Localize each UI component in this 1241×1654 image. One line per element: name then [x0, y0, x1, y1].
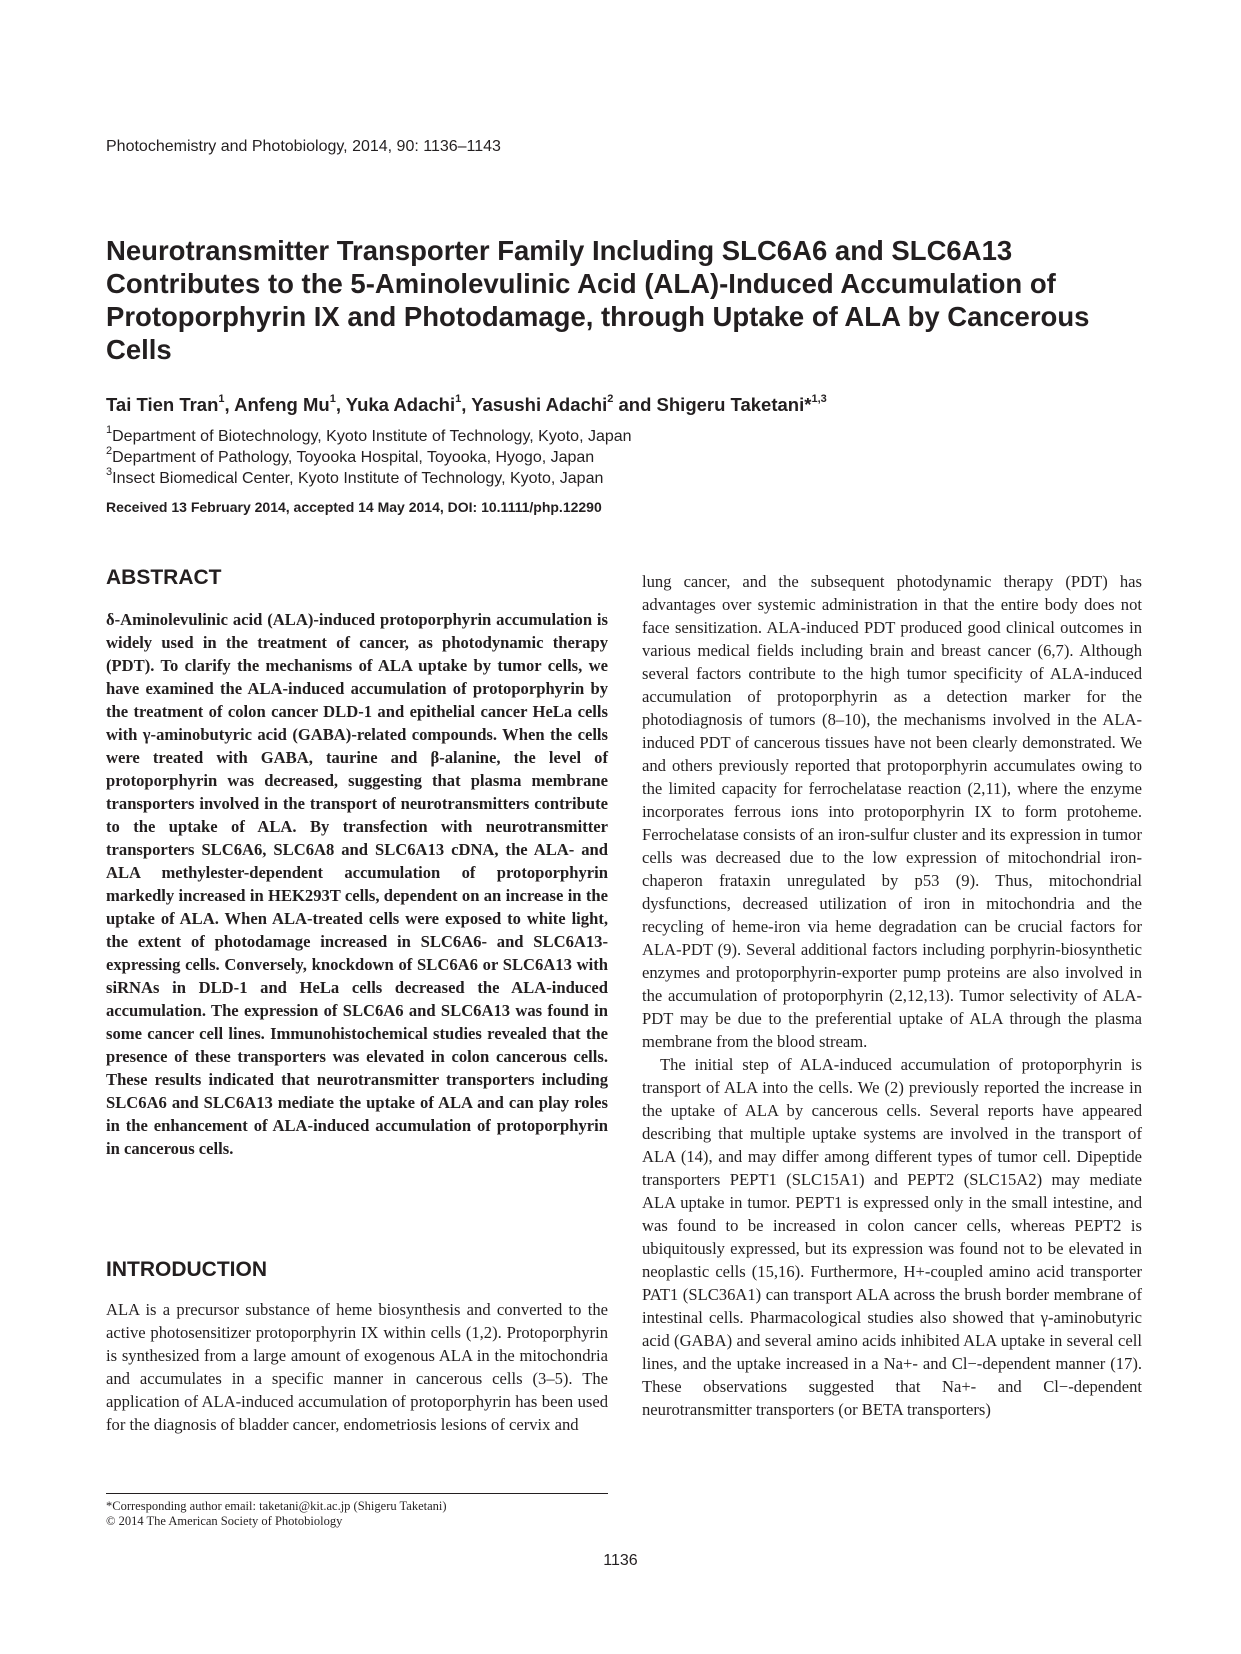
author-affiliation-mark: 1: [455, 392, 462, 405]
author-separator: ,: [224, 394, 235, 415]
page-number: 1136: [603, 1552, 638, 1569]
affiliation-number: 1: [106, 423, 113, 436]
author-affiliation-mark: 2: [607, 392, 614, 405]
author-name: Yasushi Adachi: [471, 394, 608, 415]
received-line: Received 13 February 2014, accepted 14 May 2014, DOI: 10.1111/php.12290: [106, 499, 602, 515]
affiliation-text: Insect Biomedical Center, Kyoto Institute of Technology, Kyoto, Japan: [112, 470, 604, 487]
affiliation-text: Department of Biotechnology, Kyoto Institute of Technology, Kyoto, Japan: [112, 428, 632, 445]
affiliation-number: 3: [106, 465, 113, 478]
right-column: [642, 570, 1142, 1421]
affiliation: [106, 423, 632, 446]
copyright-footnote: © 2014 The American Society of Photobiology: [106, 1514, 343, 1528]
introduction-text: ALA is a precursor substance of heme biosynthesis and converted to the active photosensitizer protoporphyrin IX within cells (1,2). Protoporphyrin is synthesized from a large amount of exogenous ALA in the mitochondria and accumulates in a specific manner in cancerous cells (3–5). The application of ALA-induced accumulation of protoporphyrin has been used for the diagnosis of bladder cancer, endometriosis lesions of cervix and: [106, 1300, 608, 1434]
affiliation: [106, 465, 604, 488]
author-affiliation-mark: 1: [218, 392, 225, 405]
author-name: Anfeng Mu: [234, 394, 330, 415]
body-paragraph: lung cancer, and the subsequent photodynamic therapy (PDT) has advantages over systemic administration in that the entire body does not face sensitization. ALA-induced PDT produced good clinical outcomes in various medical fields including brain and breast cancer (6,7). Although several factors contribute to the high tumor specificity of ALA-induced accumulation of protoporphyrin as a detection marker for the photodiagnosis of tumors (8–10), the mechanisms involved in the ALA-induced PDT of cancerous tissues have not been clearly demonstrated. We and others previously reported that protoporphyrin accumulates owing to the limited capacity for ferrochelatase reaction (2,11), where the enzyme incorporates ferrous ions into protoporphyrin IX to form protoheme. Ferrochelatase consists of an iron-sulfur cluster and its expression in tumor cells was decreased due to the low expression of mitochondrial iron-chaperon frataxin unregulated by p53 (9). Thus, mitochondrial dysfunctions, decreased utilization of iron in mitochondria and the recycling of heme-iron via heme degradation can be crucial factors for ALA-PDT (9). Several additional factors including porphyrin-biosynthetic enzymes and protoporphyrin-exporter pump proteins are also involved in the accumulation of protoporphyrin (2,12,13). Tumor selectivity of ALA-PDT may be due to the preferential uptake of ALA through the plasma membrane from the blood stream.: [642, 572, 1142, 1051]
affiliation: [106, 444, 595, 467]
author-list: [106, 394, 827, 416]
corresponding-author-footnote: *Corresponding author email: taketani@kit.ac.jp (Shigeru Taketani): [106, 1499, 447, 1513]
abstract-text: δ-Aminolevulinic acid (ALA)-induced protoporphyrin accumulation is widely used in the treatment of cancer, as photodynamic therapy (PDT). To clarify the mechanisms of ALA uptake by tumor cells, we have examined the ALA-induced accumulation of protoporphyrin by the treatment of colon cancer DLD-1 and epithelial cancer HeLa cells with γ-aminobutyric acid (GABA)-related compounds. When the cells were treated with GABA, taurine and β-alanine, the level of protoporphyrin was decreased, suggesting that plasma membrane transporters involved in the transport of neurotransmitters contribute to the uptake of ALA. By transfection with neurotransmitter transporters SLC6A6, SLC6A8 and SLC6A13 cDNA, the ALA- and ALA methylester-dependent accumulation of protoporphyrin markedly increased in HEK293T cells, dependent on an increase in the uptake of ALA. When ALA-treated cells were exposed to white light, the extent of photodamage increased in SLC6A6- and SLC6A13-expressing cells. Conversely, knockdown of SLC6A6 or SLC6A13 with siRNAs in DLD-1 and HeLa cells decreased the ALA-induced accumulation. The expression of SLC6A6 and SLC6A13 was found in some cancer cell lines. Immunohistochemical studies revealed that the presence of these transporters was elevated in colon cancerous cells. These results indicated that neurotransmitter transporters including SLC6A6 and SLC6A13 mediate the uptake of ALA and can play roles in the enhancement of ALA-induced accumulation of protoporphyrin in cancerous cells.: [106, 610, 608, 1158]
affiliation-number: 2: [106, 444, 113, 457]
author-separator: ,: [335, 394, 346, 415]
article-title: Neurotransmitter Transporter Family Including SLC6A6 and SLC6A13 Contributes to the 5-Aminolevulinic Acid (ALA)-Induced Accumulation of Protoporphyrin IX and Photodamage, through Uptake of ALA by Cancerous Cells: [106, 235, 1090, 365]
introduction-heading: INTRODUCTION: [106, 1258, 267, 1281]
affiliation-text: Department of Pathology, Toyooka Hospital, Toyooka, Hyogo, Japan: [112, 449, 595, 466]
author-affiliation-mark: 1,3: [811, 392, 827, 405]
abstract-heading: ABSTRACT: [106, 566, 222, 589]
body-paragraph: The initial step of ALA-induced accumulation of protoporphyrin is transport of ALA into the cells. We (2) previously reported the increase in the uptake of ALA by cancerous cells. Several reports have appeared describing that multiple uptake systems are involved in the transport of ALA (14), and may differ among different types of tumor cell. Dipeptide transporters PEPT1 (SLC15A1) and PEPT2 (SLC15A2) may mediate ALA uptake in tumor. PEPT1 is expressed only in the small intestine, and was found to be increased in colon cancer cells, whereas PEPT2 is ubiquitously expressed, but its expression was found not to be elevated in neoplastic cells (15,16). Furthermore, H+-coupled amino acid transporter PAT1 (SLC36A1) can transport ALA across the brush border membrane of intestinal cells. Pharmacological studies also showed that γ-aminobutyric acid (GABA) and several amino acids inhibited ALA uptake in several cell lines, and the uptake increased in a Na+- and Cl−-dependent manner (17). These observations suggested that Na+- and Cl−-dependent neurotransmitter transporters (or BETA transporters): [642, 1055, 1142, 1419]
footnote-divider: [106, 1493, 608, 1494]
author-name: Yuka Adachi: [345, 394, 456, 415]
author-name: Tai Tien Tran: [106, 394, 219, 415]
journal-citation: Photochemistry and Photobiology, 2014, 90: 1136–1143: [106, 138, 501, 155]
author-affiliation-mark: 1: [329, 392, 336, 405]
author-separator: and: [613, 394, 657, 415]
author-name: Shigeru Taketani*: [656, 394, 812, 415]
author-separator: ,: [461, 394, 472, 415]
